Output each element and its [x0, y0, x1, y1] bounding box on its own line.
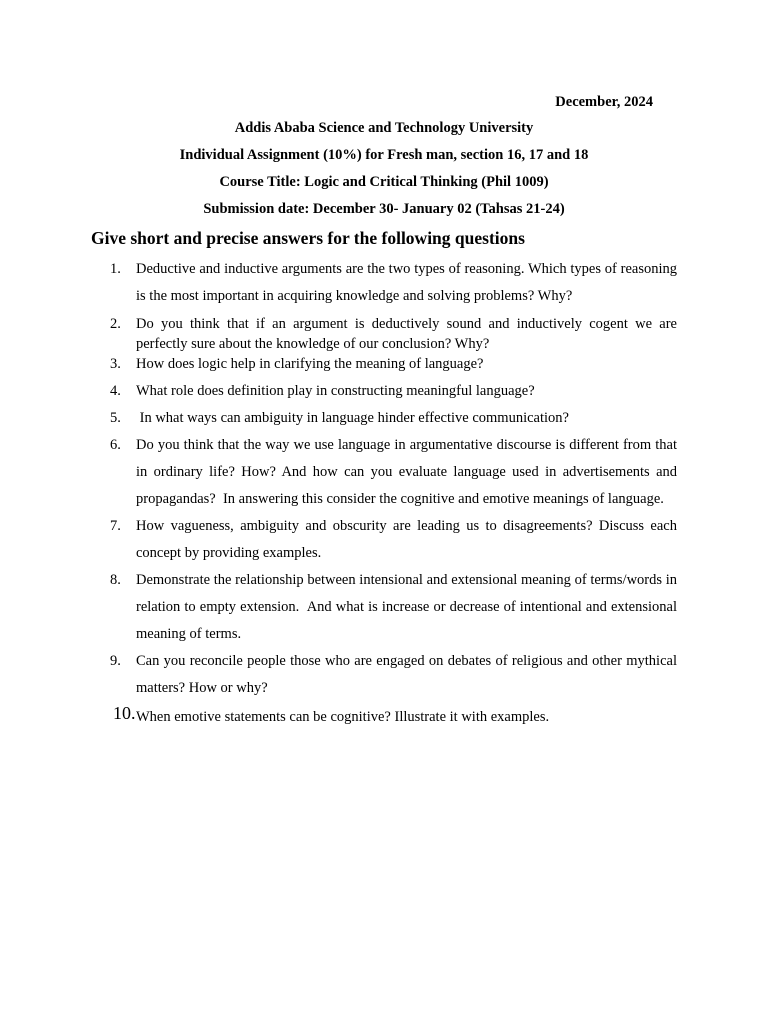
question-number: 6.: [110, 437, 121, 453]
question-number: 10.: [113, 703, 136, 723]
question-number: 5.: [110, 410, 121, 426]
question-text: Can you reconcile people those who are engaged on debates of religious and other mythical matters? How or why?: [136, 653, 677, 696]
question-number: 3.: [110, 356, 121, 372]
question-item: [100, 256, 677, 310]
question-number: 1.: [110, 261, 121, 277]
question-item: [100, 567, 681, 648]
question-number: 2.: [110, 316, 121, 332]
submission-date: Submission date: December 30- January 02 (Tahsas 21-24): [203, 201, 565, 217]
question-item: [100, 314, 677, 354]
question-item: [100, 513, 677, 567]
university-name: Addis Ababa Science and Technology University: [234, 120, 534, 136]
question-text: How vagueness, ambiguity and obscurity are leading us to disagreements? Discuss each concept by providing examples.: [136, 518, 677, 561]
question-item: [100, 648, 677, 702]
question-number: 9.: [110, 653, 121, 669]
question-text: What role does definition play in constructing meaningful language?: [136, 383, 535, 399]
instruction-heading: Give short and precise answers for the following questions: [91, 228, 525, 248]
course-title: Course Title: Logic and Critical Thinking (Phil 1009): [219, 174, 549, 190]
document-date: December, 2024: [555, 94, 653, 110]
question-text: How does logic help in clarifying the meaning of language?: [136, 356, 484, 372]
question-item: [100, 378, 677, 405]
question-text: Do you think that if an argument is deductively sound and inductively cogent we are perfectly sure about the knowledge of our conclusion? Why?: [136, 316, 677, 352]
question-text: When emotive statements can be cognitive? Illustrate it with examples.: [136, 709, 550, 725]
assignment-title: Individual Assignment (10%) for Fresh man, section 16, 17 and 18: [179, 147, 589, 163]
question-item: [100, 405, 677, 432]
question-text: Demonstrate the relationship between intensional and extensional meaning of terms/words in relation to empty extension. And what is increase or decrease of intentional and extensional meaning of terms.: [136, 572, 681, 642]
question-text: Deductive and inductive arguments are the two types of reasoning. Which types of reasoning is the most important in acquiring knowledge and solving problems? Why?: [136, 261, 677, 304]
question-number: 4.: [110, 383, 121, 399]
question-text: Do you think that the way we use language in argumentative discourse is different from that in ordinary life? How? And how can you evaluate language used in advertisements and propagandas? In answering this consider the cognitive and emotive meanings of language.: [136, 437, 681, 507]
question-list: [100, 256, 681, 731]
question-item: [100, 351, 677, 378]
question-number: 8.: [110, 572, 121, 588]
question-text: In what ways can ambiguity in language hinder effective communication?: [136, 410, 569, 426]
question-number: 7.: [110, 518, 121, 534]
question-item: [100, 432, 681, 513]
question-item: [100, 704, 677, 731]
